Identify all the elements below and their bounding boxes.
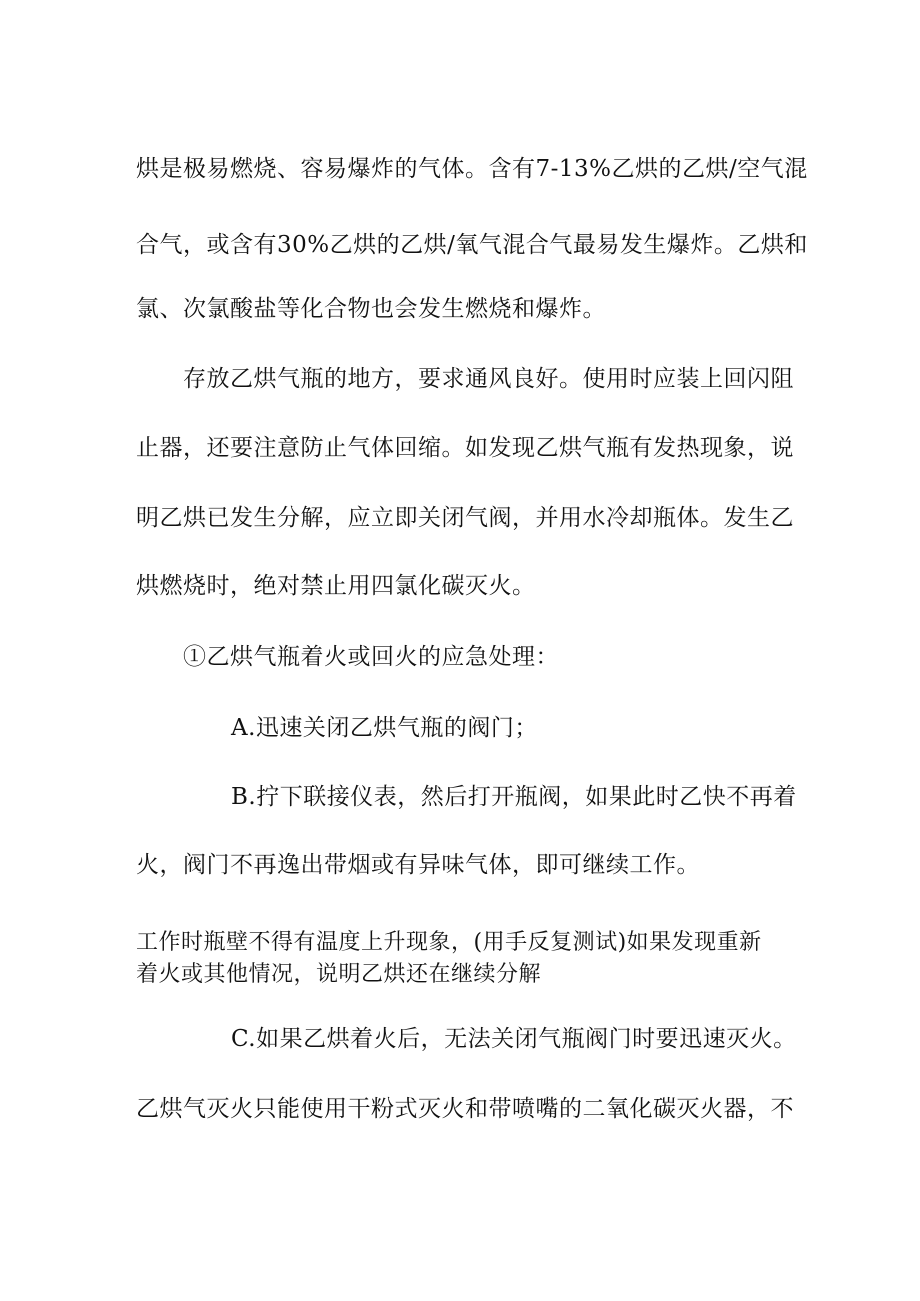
paragraph-1-line-2: 合气，或含有30%乙烘的乙烘/氧气混合气最易发生爆炸。乙烘和 [136, 232, 808, 258]
paragraph-2-line-3: 明乙烘已发生分解，应立即关闭气阀，并用水冷却瓶体。发生乙 [136, 505, 794, 531]
step-b-line-1: B.拧下联接仪表，然后打开瓶阀，如果此时乙快不再着 [231, 784, 797, 810]
step-b-line-2: 火，阀门不再逸出带烟或有异味气体，即可继续工作。 [136, 852, 700, 878]
paragraph-2-line-1: 存放乙烘气瓶的地方，要求通风良好。使用时应装上回闪阻 [183, 366, 794, 392]
section-heading-emergency: ①乙烘气瓶着火或回火的应急处理： [183, 644, 559, 670]
paragraph-3-line-1: 乙烘气灭火只能使用干粉式灭火和带喷嘴的二氧化碳灭火器，不 [136, 1096, 794, 1122]
paragraph-2-line-2: 止器，还要注意防止气体回缩。如发现乙烘气瓶有发热现象，说 [136, 435, 794, 461]
step-a: A.迅速关闭乙烘气瓶的阀门； [231, 715, 538, 741]
paragraph-1-line-1: 烘是极易燃烧、容易爆炸的气体。含有7-13%乙烘的乙烘/空气混 [136, 156, 808, 182]
note-line-2: 着火或其他情况，说明乙烘还在继续分解 [136, 962, 542, 987]
paragraph-1-line-3: 氯、次氯酸盐等化合物也会发生燃烧和爆炸。 [136, 296, 606, 322]
paragraph-2-line-4: 烘燃烧时，绝对禁止用四氯化碳灭火。 [136, 573, 536, 599]
step-c: C.如果乙烘着火后，无法关闭气瓶阀门时要迅速灭火。 [231, 1026, 797, 1052]
note-line-1: 工作时瓶壁不得有温度上升现象，(用手反复测试)如果发现重新 [136, 930, 762, 955]
